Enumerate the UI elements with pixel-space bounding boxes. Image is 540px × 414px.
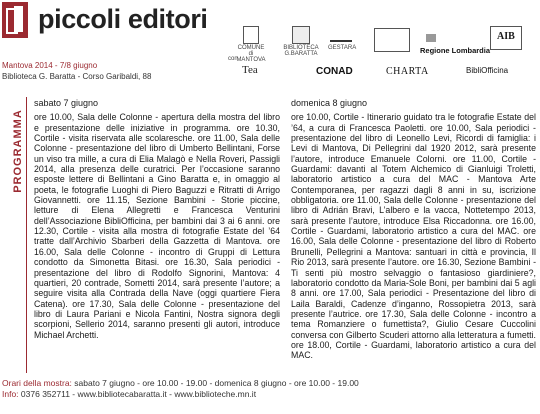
info-text: 0376 352711 - www.bibliotecabaratta.it - www.biblioteche.mn.it: [20, 388, 257, 399]
sponsor-badge-icon: [374, 28, 410, 52]
hours-text: sabato 7 giugno - ore 10.00 - 19.00 - domenica 8 giugno - ore 10.00 - 19.00: [74, 378, 359, 388]
programma-sidebar: [8, 97, 26, 210]
sponsor-label-regione: Regione Lombardia: [420, 46, 491, 55]
sponsor-charta: CHARTA: [386, 66, 429, 77]
sponsor-label-comune: COMUNE di MANTOVA: [236, 45, 266, 63]
sponsor-tea: Tea: [242, 64, 258, 76]
event-venue: Biblioteca G. Baratta - Corso Garibaldi, 88: [2, 72, 152, 81]
sponsor-label-aib: AIB: [497, 31, 515, 42]
day2-program-text: ore 10.00, Cortile - Itinerario guidato tra le fotografie Estate del ’64, a cura di Francesca Paoletti. ore 10.00, Sala periodici - presentazione del libro di Leonello Levi, Ricordi di famiglia: i Levi di Mantova, Di Pellegrini dal 1920 2012, sarà presente l’autore, introduce Emanuele Colorni. ore 11.00, Cortile - Guardami: davanti al Totem Alchemico di Gianluigi Troletti, laboratorio artistico a cura del MAC - Mantova Arte Contemporanea, per ragazzi dagli 8 anni in su, iscrizione obbligatoria. ore 11.00, Sala delle Colonne - presentazione del libro di Adrián Bravi, L’albero e la vacca, Nottetempo 2013, sarà presente l’autore, introduce Elsa Riccadonna. ore 16.00, Cortile - Guardami, laboratorio artistico a cura del MAC. ore 16.00, Sala delle Colonne - presentazione del libro di Roberto Brunelli, Pellegrini a Mantova: santuari in città e provincia, Il Rio 2013, sarà presente l’autore. ore 16.30, Sezione Bambini - Ti senti più mostro selvaggio o fantasioso giardiniere?, laboratorio condotto da Maria-Sole Boni, per bambini dai 5 agli 8 anni. ore 17.00, Sala periodici - Presentazione del libro di Laila Baraldi, Cadenze d’inganno, Rossopietra 2013, sarà presente l’autrice. ore 17.30, Sala delle Colonne - incontro a tema Romanziere o fumettista?, Giulio Cesare Cuccolini conversa con Gilberto Scuderi attorno alla letteratura a fumetti. ore 18.00, Cortile - Guardami, laboratorio artistico a cura del MAC.: [291, 112, 536, 361]
divider-line: [26, 97, 27, 373]
comune-crest-icon: [243, 26, 259, 44]
event-subtitle: [2, 60, 151, 82]
gestara-logo-icon: [330, 28, 352, 42]
sponsor-label-gestara: GESTARA: [328, 45, 357, 51]
footer: [2, 378, 359, 399]
hours-label: Orari della mostra:: [2, 378, 72, 388]
sponsor-conad: CONAD: [316, 66, 353, 77]
publisher-logo-icon: [2, 2, 28, 38]
biblioteca-logo-icon: [292, 26, 310, 44]
day2-column: [291, 98, 536, 361]
sponsor-bibliofficina: BibliOfficina: [466, 66, 509, 75]
sponsor-label-biblioteca: BIBLIOTECA G.BARATTA: [283, 45, 319, 57]
aib-logo-icon: [490, 26, 522, 50]
edge-mark-icon: [528, 370, 536, 410]
day2-heading: domenica 8 giugno: [291, 98, 368, 108]
info-label: Info:: [2, 388, 19, 399]
page-title: piccoli editori: [38, 4, 208, 34]
regione-logo-icon: [426, 34, 436, 42]
header: [0, 0, 540, 92]
day1-heading: sabato 7 giugno: [34, 98, 99, 108]
day1-program-text: ore 10.00, Sala delle Colonne - apertura della mostra del libro e presentazione delle iniziative in programma. ore 10.30, Cortile - visita riservata alle scolaresche. ore 11.00, Sala delle Colonne - presentazione del libro di Umberto Bellintani, Forse un viso tra mille, a cura di Elia Malagò e Nella Roveri, Passigli 2014, alla presenza delle curatrici. Per l’occasione saranno esposte lettere di Bellintani a Gino Baratta e, in omaggio al poeta, le fotografie Luoghi di Piero Baguzzi e Ritratti di Arrigo Giovannetti. ore 11.15, Sezione Bambini - Storie piccine, letture di Elena Allegretti e Francesca Venturini dell’Associazione BibliOfficina, per bambini dai 3 ai 6 anni. ore 12.30, Cortile - visita alla mostra di fotografie Estate del ’64 tratte dall’Archivio Sbarberi della Gazzetta di Mantova. ore 16.00, Sala delle Colonne - incontro di Gruppi di Lettura condotto da Simonetta Bitasi. ore 16.30, Sala periodici - presentazione del libro di Rodolfo Signorini, Mantova: 4 quartieri, 20 contrade, Sometti 2014, sarà presente l’autore; a seguire visita alla Contrada della Nave (oggi quartiere Fiera Catena). ore 17.30, Sala delle Colonne - presentazione del libro di Laura Pariani e Nicola Fantini, Nostra signora degli scorpioni, Sellerio 2014, saranno presenti gli autori, introduce Michael Archetti.: [34, 112, 280, 340]
con-label: con: [228, 56, 238, 62]
day1-column: [34, 98, 280, 340]
event-dates: Mantova 2014 - 7/8 giugno: [2, 61, 98, 70]
programma-label: PROGRAMMA: [12, 109, 24, 193]
